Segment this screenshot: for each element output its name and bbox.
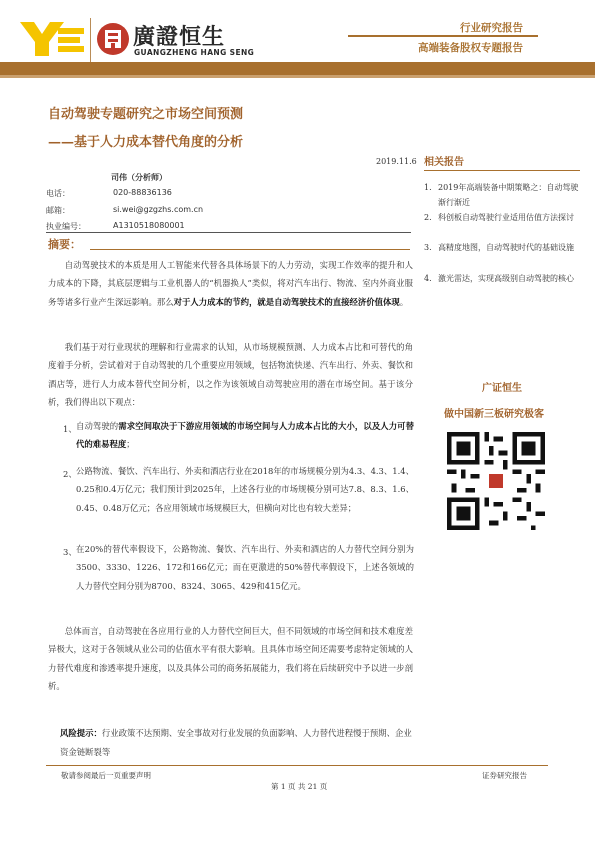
- related-report-1[interactable]: [424, 180, 582, 210]
- related-num: 1.: [424, 183, 432, 192]
- header-band-light: [0, 75, 595, 78]
- related-reports-rule: [424, 170, 580, 171]
- item-1-end: ；: [126, 439, 135, 450]
- item-1-number: [63, 417, 77, 436]
- related-title: 激光雷达，实现高级别自动驾驶的核心: [438, 274, 574, 283]
- qr-code-icon[interactable]: [447, 432, 545, 530]
- item-1: [76, 417, 414, 454]
- related-num: 4.: [424, 274, 432, 283]
- abstract-paragraph-2: 我们基于对行业现状的理解和行业需求的认知，从市场规模预测、人力成本占比和可替代的角度着手分析，尝试着对于自动驾驶的几个重要应用领域，包括物流快递、汽车出行、外卖、餐饮和酒店等，进行人力成本替代空间分析，以之作为该领域自动驾驶应用的潜在市场空间。基于该分析，我们得出以下观点：: [48, 342, 413, 407]
- promo-slogan: 做中国新三板研究极客: [444, 409, 544, 420]
- license-label: 执业编号：: [46, 222, 86, 231]
- email-label: 邮箱：: [46, 206, 70, 215]
- risk-text: 行业政策不达预期、安全事故对行业发展的负面影响、人力替代进程慢于预期、企业资金链断裂等: [60, 728, 412, 757]
- related-title: 科创板自动驾驶行业适用估值方法探讨: [438, 213, 574, 222]
- promo-brand: 广证恒生: [482, 383, 522, 394]
- page-number: 第 1 页 共 21 页: [271, 782, 328, 791]
- seal-logo-icon: [96, 20, 130, 58]
- item-num: 2、: [63, 469, 77, 479]
- phone-value: 020-88836136: [113, 188, 172, 197]
- header-band: [0, 62, 595, 75]
- risk-warning: [60, 724, 415, 762]
- ye-logo-icon: [20, 22, 84, 56]
- p1-text: 自动驾驶技术的本质是用人工智能来代替各具体场景下的人力劳动，实现工作效率的提升和人力成本的下降，其底层逻辑与工业机器人的“机器换人”类似，将对汽车出行、物流、室内外商业服务等诸多行业产生深远影响。那么: [48, 260, 413, 307]
- analyst-name: 司伟（分析师）: [111, 172, 167, 182]
- report-title: 自动驾驶专题研究之市场空间预测: [48, 107, 244, 122]
- abstract-paragraph-1: [48, 256, 413, 311]
- report-date: 2019.11.6: [376, 157, 417, 166]
- related-reports-heading: 相关报告: [424, 157, 464, 168]
- report-subtitle: ——基于人力成本替代角度的分析: [48, 135, 244, 150]
- related-title: 高精度地图，自动驾驶时代的基础设施: [438, 243, 574, 252]
- brand-name-en: GUANGZHENG HANG SENG: [134, 48, 255, 57]
- footer-disclaimer: 敬请参阅最后一页重要声明: [61, 771, 151, 780]
- footer-rule: [46, 765, 548, 766]
- abstract-heading: 摘要：: [48, 238, 81, 251]
- header-rule: [348, 35, 538, 37]
- item-2: 公路物流、餐饮、汽车出行、外卖和酒店行业在2018年的市场规模分别为4.3、4.3、1.4、0.25和0.4万亿元；我们预计到2025年，上述各行业的市场规模分别可达7.8、8.3、1.6、0.45、0.48万亿元；各应用领域市场规模巨大，但横向对比也有较大差异；: [76, 466, 414, 513]
- report-series: 高端装备股权专题报告: [418, 42, 523, 54]
- footer-doc-type: 证券研究报告: [482, 771, 527, 780]
- item-2-number: [63, 462, 77, 481]
- p1-end: 。: [399, 296, 409, 307]
- report-type: 行业研究报告: [460, 22, 523, 34]
- item-1-bold: 需求空间取决于下游应用领域的市场空间与人力成本占比的大小，以及人力可替代的难易程度: [76, 421, 415, 450]
- item-1-text: 自动驾驶的: [76, 421, 119, 431]
- email-value[interactable]: si.wei@gzgzhs.com.cn: [113, 205, 204, 214]
- related-num: 2.: [424, 213, 432, 222]
- abstract-paragraph-3: 总体而言，自动驾驶在各应用行业的人力替代空间巨大，但不同领域的市场空间和技术难度差异极大，这对于各领域从业公司的估值水平有很大影响。且具体市场空间还需要考虑特定领域的人力替代难度和渗透率提升速度，以及具体公司的商务拓展能力，我们将在后续研究中予以进一步剖析。: [48, 626, 413, 691]
- related-title: 2019年高端装备中期策略之：自动驾驶渐行渐近: [438, 183, 579, 207]
- brand-name-cn: 廣證恒生: [133, 25, 226, 50]
- related-report-2[interactable]: [424, 210, 582, 225]
- risk-label: 风险提示：: [60, 728, 102, 738]
- abstract-rule: [90, 249, 410, 250]
- related-num: 3.: [424, 243, 432, 252]
- p1-bold: 对于人力成本的节约，就是自动驾驶技术的直接经济价值体现: [173, 296, 400, 307]
- license-value: A1310518080001: [113, 221, 185, 230]
- related-report-4[interactable]: [424, 271, 582, 286]
- item-3-number: [63, 540, 77, 559]
- contact-divider: [46, 232, 411, 233]
- item-3: 在20%的替代率假设下，公路物流、餐饮、汽车出行、外卖和酒店的人力替代空间分别为3500、3330、1226、172和166亿元；而在更激进的50%替代率假设下，上述各领域的人力替代空间分别为8700、8324、3065、429和415亿元。: [76, 544, 414, 591]
- phone-label: 电话：: [46, 189, 70, 198]
- related-report-3[interactable]: [424, 240, 582, 255]
- logo-divider: [90, 18, 91, 62]
- item-num: 3、: [63, 547, 77, 557]
- item-num: 1、: [63, 424, 77, 434]
